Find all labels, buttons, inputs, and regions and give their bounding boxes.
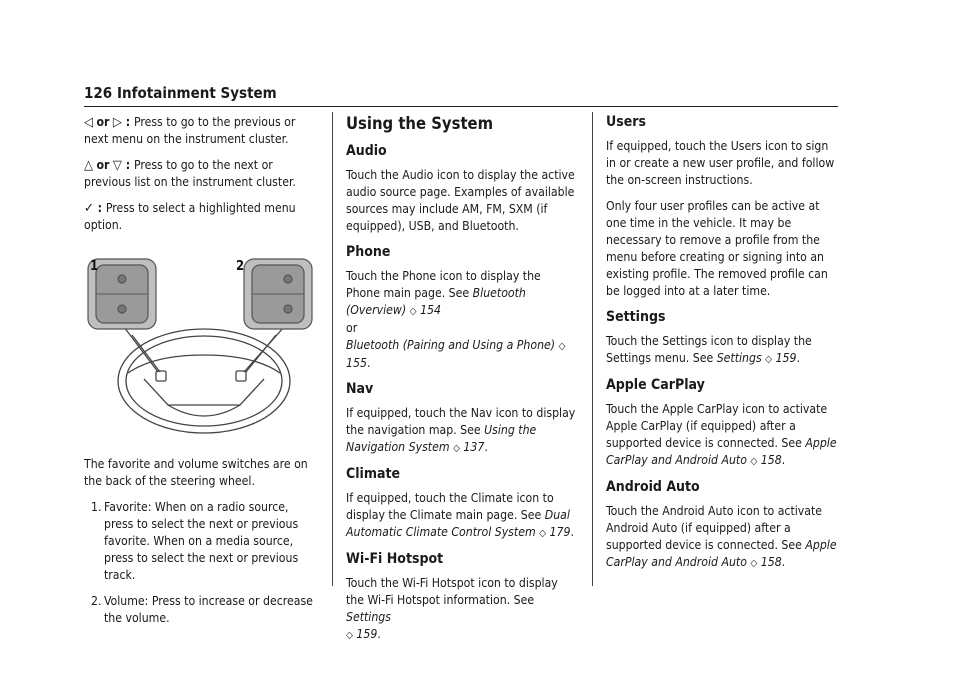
heading-android-auto: Android Auto xyxy=(606,479,700,495)
right-triangle-icon: ▷ xyxy=(112,115,122,130)
audio-text: Touch the Audio icon to display the active audio source page. Examples of available sources may include AM, FM, SXM (if equipped), USB, and Bluetooth. xyxy=(346,168,575,233)
page-ref[interactable]: 159 xyxy=(775,351,797,365)
users-text-1: If equipped, touch the Users icon to sign in or create a new user profile, and follow the on-screen instructions. xyxy=(606,139,835,187)
steering-wheel-figure xyxy=(84,255,316,437)
page-ref-icon: ◇ xyxy=(453,443,460,454)
page-ref[interactable]: 154 xyxy=(420,303,442,317)
down-triangle-icon: ▽ xyxy=(112,158,122,173)
carplay-text: Touch the Apple CarPlay icon to activate Apple CarPlay (if equipped) after a supported device is connected. See Apple CarPlay and Android Auto ◇ 158. xyxy=(606,402,837,467)
body-text: If equipped, touch the Climate icon to display the Climate main page. See xyxy=(346,491,554,522)
nav-text: If equipped, touch the Nav icon to display the navigation map. See Using the Navigation System ◇ 137. xyxy=(346,406,576,454)
link-settings[interactable]: Settings xyxy=(716,351,762,365)
control-select: ✓ : Press to select a highlighted menu option. xyxy=(84,201,296,232)
link-climate-control[interactable]: Dual Automatic Climate Control System xyxy=(346,508,570,539)
link-navigation-system[interactable]: Using the Navigation System xyxy=(346,423,537,454)
link-carplay-android[interactable]: Apple CarPlay and Android Auto xyxy=(606,436,837,467)
page-ref[interactable]: 158 xyxy=(760,555,782,569)
settings-text: Touch the Settings icon to display the Settings menu. See Settings ◇ 159. xyxy=(606,334,812,365)
page-header xyxy=(84,82,838,107)
page-number: 126 xyxy=(84,84,113,102)
heading-nav: Nav xyxy=(346,381,374,397)
left-switch-panel xyxy=(88,259,156,329)
list-text: Favorite: When on a radio source, press to select the next or previous favorite. When on a media source, press to select the next or previous track. xyxy=(104,500,299,582)
checkmark-icon: ✓ xyxy=(84,201,94,216)
page-ref[interactable]: 179 xyxy=(549,525,571,539)
control-up-down: △ or ▽ : Press to go to the next or previous list on the instrument cluster. xyxy=(84,158,296,189)
page-ref-icon: ◇ xyxy=(750,558,758,569)
control-prev-next: ◁ or ▷ : Press to go to the previous or next menu on the instrument cluster. xyxy=(84,115,296,146)
page-ref-icon: ◇ xyxy=(409,306,417,317)
switch-list xyxy=(84,499,316,627)
column-3 xyxy=(606,114,838,581)
body-text: Touch the Android Auto icon to activate Android Auto (if equipped) after a supported device is connected. See xyxy=(606,504,823,552)
body-text: If equipped, touch the Nav icon to display the navigation map. See xyxy=(346,406,576,437)
body-text: Touch the Settings icon to display the Settings menu. See xyxy=(606,334,812,365)
heading-apple-carplay: Apple CarPlay xyxy=(606,377,705,393)
right-switch-panel xyxy=(244,259,312,329)
figure-label-2: 2 xyxy=(236,259,245,274)
android-text: Touch the Android Auto icon to activate Android Auto (if equipped) after a supported device is connected. See Apple CarPlay and Android Auto ◇ 158. xyxy=(606,504,837,569)
heading-phone: Phone xyxy=(346,244,391,260)
list-item xyxy=(84,593,316,627)
up-triangle-icon: △ xyxy=(84,158,93,173)
control-description: Press to go to the previous or next menu on the instrument cluster. xyxy=(84,115,296,146)
page-ref-icon: ◇ xyxy=(750,456,758,467)
page-ref-icon: ◇ xyxy=(558,341,566,352)
list-number: 1. xyxy=(91,500,102,514)
list-item xyxy=(84,499,316,584)
heading-audio: Audio xyxy=(346,143,387,159)
link-bluetooth-overview[interactable]: Bluetooth (Overview) xyxy=(346,286,526,317)
joiner: or xyxy=(96,158,110,172)
body-text: Touch the Apple CarPlay icon to activate Apple CarPlay (if equipped) after a supported device is connected. See xyxy=(606,402,828,450)
body-text: Touch the Phone icon to display the Phone main page. See xyxy=(346,269,541,300)
page-ref[interactable]: 159 xyxy=(356,627,378,641)
figure-label-1: 1 xyxy=(90,259,99,274)
column-divider xyxy=(592,112,593,586)
heading-wifi: Wi-Fi Hotspot xyxy=(346,551,444,567)
link-settings[interactable]: Settings xyxy=(346,610,391,624)
page-ref[interactable]: 158 xyxy=(760,453,782,467)
page-heading: Using the System xyxy=(346,114,494,133)
body-text: or xyxy=(346,321,358,335)
page-ref[interactable]: 155 xyxy=(346,356,367,370)
list-number: 2. xyxy=(91,594,102,608)
climate-text: If equipped, touch the Climate icon to display the Climate main page. See Dual Automatic Climate Control System ◇ 179. xyxy=(346,491,574,539)
phone-text: Touch the Phone icon to display the Phone main page. See Bluetooth (Overview) ◇ 154 or Bluetooth (Pairing and Using a Phone) ◇ 155. xyxy=(346,269,566,370)
page-ref-icon: ◇ xyxy=(539,528,547,539)
control-description: Press to go to the next or previous list on the instrument cluster. xyxy=(84,158,296,189)
page-ref-icon: ◇ xyxy=(346,630,353,641)
body-text: Touch the Wi-Fi Hotspot icon to display the Wi-Fi Hotspot information. See xyxy=(346,576,558,607)
column-divider xyxy=(332,112,333,586)
switches-intro: The favorite and volume switches are on the back of the steering wheel. xyxy=(84,457,308,488)
page-ref[interactable]: 137 xyxy=(463,440,485,454)
control-description: Press to select a highlighted menu option. xyxy=(84,201,296,232)
column-2 xyxy=(346,114,578,653)
section-title: Infotainment System xyxy=(117,84,277,102)
heading-users: Users xyxy=(606,114,646,130)
users-text-2: Only four user profiles can be active at one time in the vehicle. It may be necessary to remove a profile from the menu before creating or signing into an existing profile. The removed profile can be logged into at a later time. xyxy=(606,199,828,298)
steering-wheel-icon xyxy=(118,327,290,433)
page-ref-icon: ◇ xyxy=(765,354,773,365)
list-text: Volume: Press to increase or decrease the volume. xyxy=(104,594,313,625)
wifi-text: Touch the Wi-Fi Hotspot icon to display the Wi-Fi Hotspot information. See Settings ◇ 159. xyxy=(346,576,558,641)
heading-settings: Settings xyxy=(606,309,666,325)
link-carplay-android[interactable]: Apple CarPlay and Android Auto xyxy=(606,538,837,569)
heading-climate: Climate xyxy=(346,466,401,482)
left-triangle-icon: ◁ xyxy=(84,115,93,130)
joiner: or xyxy=(96,115,110,129)
column-1 xyxy=(84,114,316,636)
link-bluetooth-pairing[interactable]: Bluetooth (Pairing and Using a Phone) xyxy=(346,338,556,352)
